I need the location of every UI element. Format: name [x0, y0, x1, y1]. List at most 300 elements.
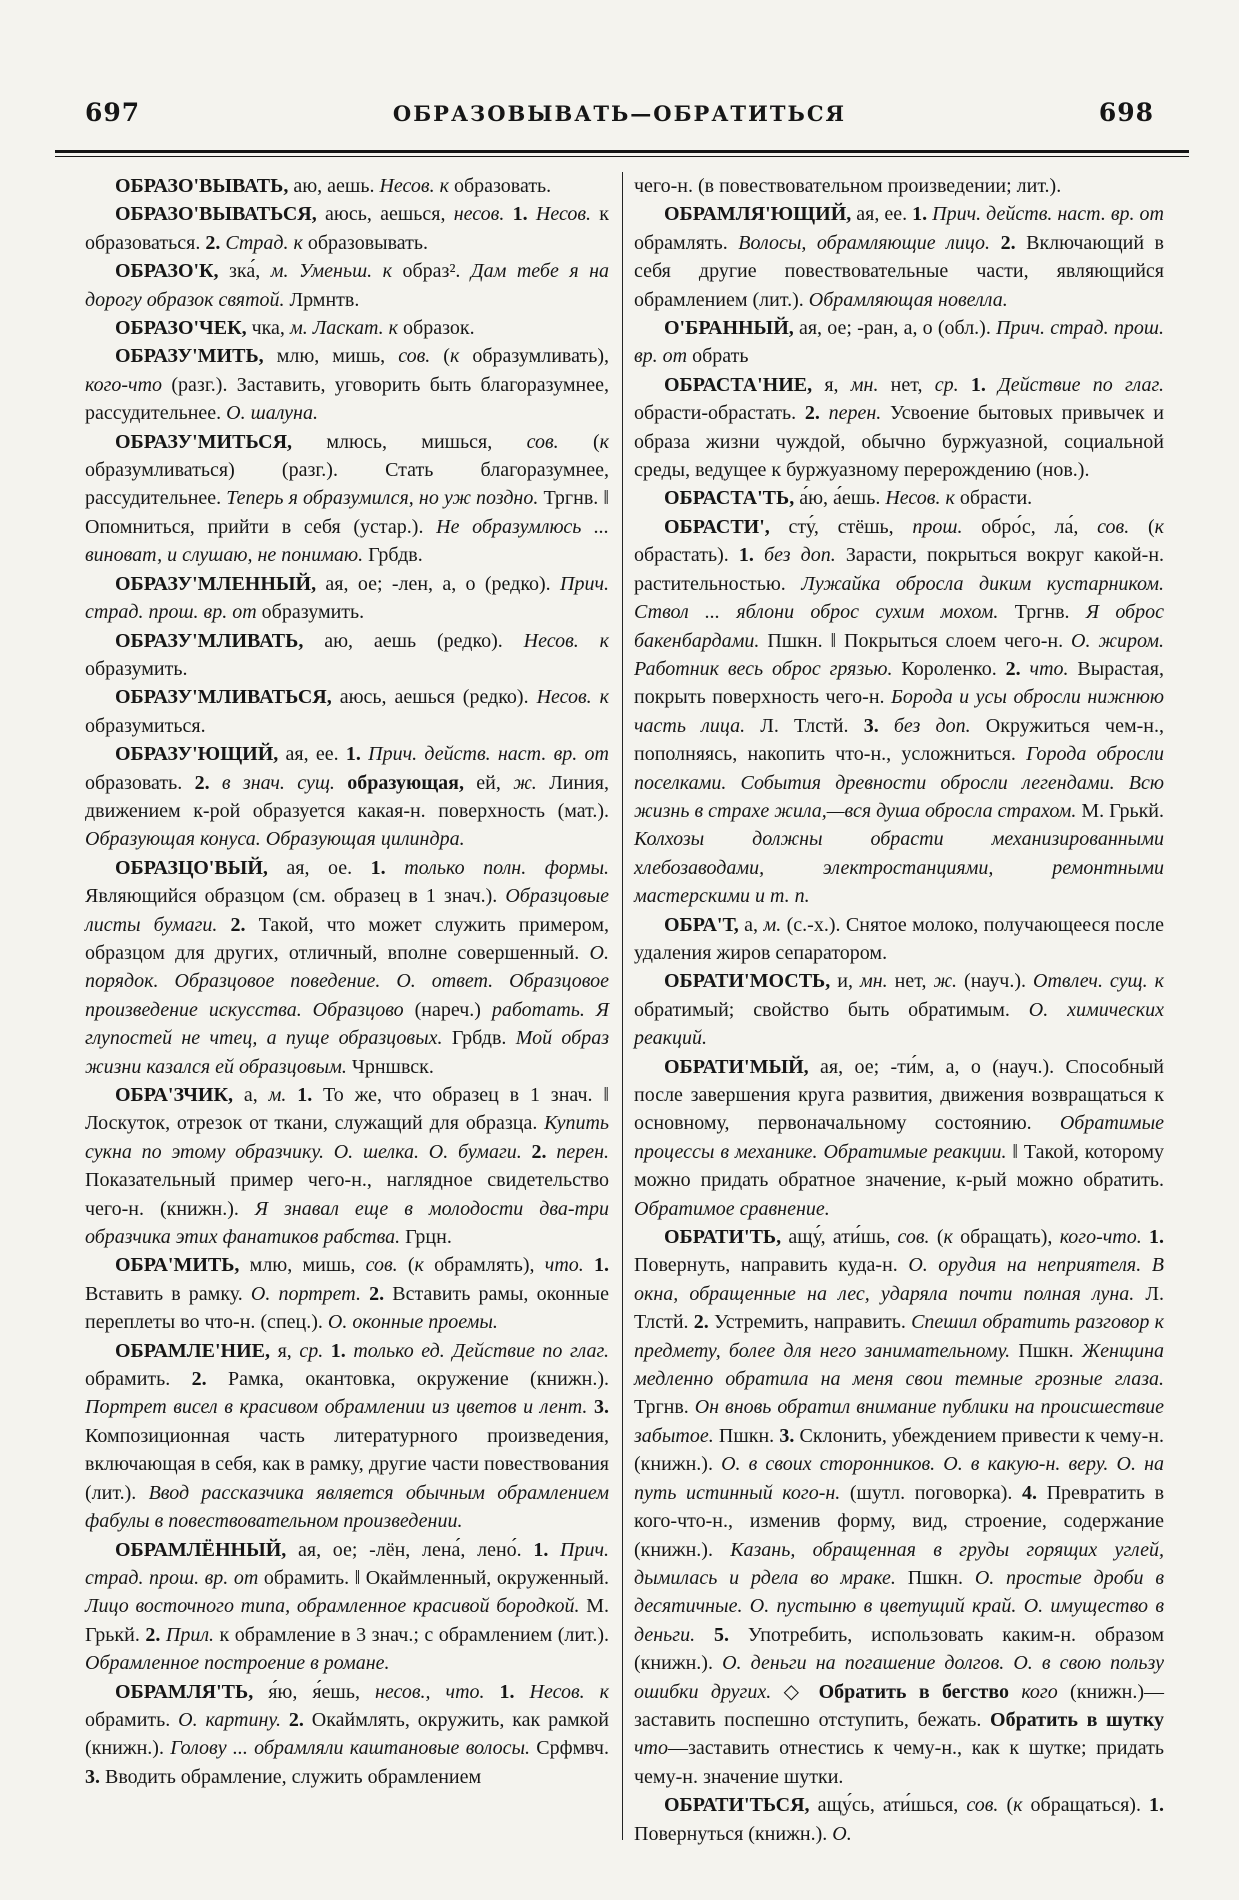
text-run: Окружиться чем-н., пополняясь, накопить что-н., усложниться. — [634, 714, 1165, 766]
text-run — [986, 374, 998, 396]
text-run: к — [1154, 515, 1164, 538]
text-run: сов. — [1097, 515, 1130, 538]
dictionary-entry — [85, 428, 609, 570]
headword: ОБРАЗУ'МИТЬ, — [115, 345, 264, 368]
text-run: 2. — [1005, 657, 1021, 680]
text-run: Образцовые листы бумаги. — [85, 885, 609, 936]
text-run: в знач. сущ. — [221, 771, 335, 794]
text-run: обрамлять), — [423, 1254, 545, 1277]
text-run: сов. — [398, 345, 431, 368]
text-run: я, — [812, 373, 851, 396]
text-run: 1. — [594, 1254, 609, 1277]
text-run: Обратимые процессы в механике. Обратимые реакции. — [634, 1112, 1164, 1163]
text-run: Склонить, убеждением привести к чему-н. (книжн.). — [634, 1424, 1164, 1476]
text-run: нет, — [878, 373, 935, 396]
headword: ОБРАЗУ'МЛИВАТЬСЯ, — [115, 686, 332, 709]
text-run: 3. — [85, 1765, 100, 1788]
text-run: ей, — [463, 771, 514, 794]
text-run: Повернуться (книжн.). — [634, 1822, 833, 1845]
text-run — [386, 857, 405, 879]
headword: ОБРАЗО'ЧЕК, — [115, 317, 247, 340]
text-run: без доп. — [764, 544, 836, 567]
text-run: м. — [763, 913, 782, 936]
text-run: аю, аешь. — [288, 175, 380, 197]
text-run: О. порядок. Образцовое поведение. О. ответ. Образцовое произведение искусства. Образцово — [85, 941, 609, 1021]
dictionary-entry — [634, 314, 1164, 371]
text-run: ая, ое. — [267, 856, 371, 879]
text-run: Купить сукна по этому образчику. О. шелка. О. бумаги. — [85, 1112, 609, 1163]
dictionary-entry — [85, 683, 609, 740]
text-run — [1081, 374, 1093, 396]
text-run: м. — [270, 260, 289, 283]
text-run: О. оконные проемы. — [327, 1311, 498, 1334]
page-number-left: 697 — [85, 98, 141, 127]
dictionary-entry — [634, 1053, 1164, 1223]
text-run: Устремить, направить. — [708, 1311, 912, 1334]
text-run — [485, 1681, 500, 1703]
headword: О'БРАННЫЙ, — [664, 317, 794, 340]
headword: ОБРАСТА'НИЕ, — [664, 373, 813, 396]
text-run: 2. — [288, 1708, 304, 1731]
text-run: 5. — [713, 1623, 729, 1646]
text-run: ая, ее. — [278, 743, 346, 766]
text-run — [210, 772, 222, 794]
text-run — [754, 544, 764, 566]
text-run: образумливаться) (разг.). Стать благоразумнее, рассудительнее. — [85, 459, 609, 510]
text-run: 1. — [297, 1084, 313, 1106]
text-run: О. — [832, 1822, 852, 1845]
text-run: к — [449, 345, 460, 368]
text-run: что. — [544, 1254, 584, 1277]
text-run: Не образумлюсь ... виноват, и слушаю, не понимаю. — [85, 515, 609, 567]
text-run: 1. — [1149, 1226, 1164, 1249]
text-run: Обрамленное построение в романе. — [85, 1652, 390, 1675]
dictionary-entry — [85, 172, 609, 200]
headword: ОБРА'МИТЬ, — [115, 1254, 240, 1277]
text-run: только полн. формы. — [404, 856, 610, 879]
headword: ОБРАТИ'ТЬСЯ, — [664, 1794, 810, 1817]
text-run: 2. — [191, 1368, 207, 1391]
running-header — [60, 98, 1179, 138]
text-run: То же, что образец в 1 знач. ‖ Лоскуток, отрезок от ткани, служащий для образца. — [85, 1084, 610, 1135]
text-run: (разг.). Заставить, уговорить быть благоразумнее, рассудительнее. — [85, 373, 609, 425]
text-run: 1. — [533, 1538, 549, 1561]
text-run: мн. — [859, 970, 888, 993]
text-run: обрамить. — [85, 1368, 192, 1391]
text-run: Употребить, использовать каким-н. образом (книжн.). — [634, 1623, 1165, 1675]
text-run: кого-что. — [1059, 1226, 1142, 1249]
dictionary-entry — [85, 1678, 609, 1792]
text-run: обро́с, ла́, — [962, 515, 1098, 538]
text-run: Женщина медленно обратила на меня свои темные грозные глаза. — [634, 1339, 1164, 1391]
text-run: ая, ое; -лен, а, о (редко). — [316, 572, 561, 595]
text-run — [515, 1681, 530, 1703]
text-run: аюсь, аешься (редко). — [331, 686, 537, 709]
text-run: Города обросли поселками. События древности обросли легендами. Всю жизнь в страхе жила,—вся душа обросла страхом. — [634, 743, 1164, 822]
text-run — [879, 715, 894, 737]
text-run: Он вновь обратил внимание публики на происшествие забытое. — [634, 1396, 1165, 1447]
text-run: 4. — [1021, 1481, 1037, 1504]
text-run: Несов. к — [885, 487, 955, 510]
text-run: к — [599, 430, 609, 453]
text-run: перен. — [828, 402, 882, 425]
text-run: Вырастая, покрыть поверхность чего-н. — [634, 657, 1165, 709]
headword: ОБРА'ЗЧИК, — [115, 1084, 233, 1106]
text-run: обрасти-обрастать. — [634, 402, 805, 425]
text-run: образумливать), — [459, 345, 609, 368]
text-run: Голову ... обрамляли каштановые волосы. — [170, 1737, 531, 1760]
text-run: 1. — [912, 203, 928, 226]
text-run: образок. — [398, 317, 475, 340]
text-run: кого — [1021, 1680, 1058, 1703]
text-run: Такой, что может служить примером, образцом для других, отличный, вполне совершенный. — [85, 913, 610, 964]
text-run: Тргнв. — [634, 1396, 695, 1419]
text-run: Композиционная часть литературного произведения, включающая в себя, как в рамку, другие части повествования (лит.). — [85, 1424, 609, 1504]
text-run: М. Грькй. — [1076, 799, 1164, 822]
text-run: (нареч.) — [403, 998, 492, 1021]
text-run: ( — [558, 430, 600, 453]
text-run: Л. Тлстй. — [634, 1282, 1164, 1334]
text-run: по глаг. — [1092, 373, 1164, 396]
text-run: О. картину. — [178, 1708, 282, 1731]
text-run: ср. — [934, 373, 959, 396]
dictionary-entry — [85, 1081, 609, 1251]
text-run: Тргнв. — [998, 601, 1086, 624]
text-run: Вставить в рамку. — [85, 1282, 251, 1305]
text-run — [1009, 1681, 1021, 1703]
text-run: Рамка, окантовка, окружение (книжн.). — [206, 1368, 609, 1391]
text-run — [1142, 1226, 1149, 1248]
text-run: ая, ое; -ран, а, о (обл.). — [793, 317, 997, 340]
text-run: Усвоение бытовых привычек и образа жизни чуждой, обычно буржуазной, социальной среды, ведущее к буржуазному перерождению (нов.). — [634, 402, 1165, 482]
text-run: Тргнв. ‖ Опомниться, прийти в себя (устар.). — [85, 487, 610, 538]
text-run: 2. — [369, 1282, 385, 1305]
text-run: Обратить в бегство — [818, 1680, 1009, 1703]
text-run: Страд. к — [225, 231, 303, 254]
running-head-title: ОБРАЗОВЫВАТЬ—ОБРАТИТЬСЯ — [392, 101, 847, 126]
dictionary-entry — [85, 200, 609, 257]
text-run: ср. — [299, 1339, 324, 1362]
text-run: Грцн. — [400, 1226, 452, 1249]
headword: ОБРАЗО'ВЫВАТЬ, — [115, 175, 289, 197]
text-run: Линия, движением к-рой образуется какая-н. поверхность (мат.). — [85, 771, 610, 822]
text-run: Являющийся образцом (см. образец в 1 знач.). — [85, 885, 506, 908]
text-run: перен. — [556, 1140, 609, 1163]
text-run: Несов. к — [523, 629, 609, 652]
dictionary-entry — [634, 371, 1164, 485]
text-run: Обрамляющая новелла. — [808, 288, 1008, 311]
text-run: (с.-х.). Снятое молоко, получающееся после удаления жиров сепаратором. — [634, 913, 1164, 964]
headword: ОБРАЗУ'МЛИВАТЬ, — [115, 629, 304, 652]
text-run: м. — [268, 1084, 287, 1106]
headword: ОБРАЗО'ВЫВАТЬСЯ, — [115, 203, 317, 226]
text-run: ( — [430, 345, 450, 368]
text-run: к — [943, 1226, 953, 1249]
headword: ОБРАСТА'ТЬ, — [664, 487, 795, 510]
text-run: 1. — [330, 1339, 346, 1362]
text-run — [820, 402, 829, 424]
text-run: Портрет висел в красивом обрамлении из цветов и лент. — [85, 1396, 588, 1419]
text-run: 2. — [205, 231, 221, 254]
text-run: 1. — [512, 203, 528, 226]
text-run: Отвлеч. сущ. к — [1033, 970, 1164, 993]
text-run: ( — [929, 1226, 944, 1249]
text-run — [1021, 658, 1030, 680]
text-run: Прич. страд. прош. вр. от — [634, 317, 1164, 368]
text-run: обрать — [687, 345, 749, 368]
text-run: Лужайка обросла диким кустарником. Ствол ... яблони оброс сухим мохом. — [634, 572, 1165, 624]
text-run: без доп. — [893, 714, 971, 737]
text-run: обрамлять. — [634, 231, 739, 254]
text-run — [323, 1340, 331, 1362]
text-run — [361, 1283, 369, 1305]
text-run: сту́, стёшь, — [769, 515, 913, 538]
text-run: О. простые дроби в десятичные. О. пустыню в цветущий край. О. имущество в деньги. — [634, 1566, 1164, 1646]
text-run: нет, — [887, 970, 934, 993]
text-run: 2. — [531, 1140, 547, 1163]
dictionary-entry — [85, 627, 609, 684]
text-run — [286, 1084, 297, 1106]
text-run: 2. — [1000, 231, 1016, 254]
text-run: О. химических реакций. — [634, 998, 1164, 1050]
text-run: Зарасти, покрыться вокруг какой-н. растительностью. — [634, 544, 1165, 595]
text-run: зка́, — [218, 260, 271, 283]
text-run: Обратить в шутку — [990, 1708, 1164, 1731]
text-run: обрастать). — [634, 544, 739, 567]
text-run: Короленко. — [892, 657, 1006, 680]
text-run: образ². — [392, 260, 471, 283]
dictionary-entry — [634, 911, 1164, 968]
text-run: Спешил обратить разговор к предмету, более для него занимательному. — [634, 1311, 1164, 1362]
text-run: 1. — [499, 1680, 515, 1703]
text-run: к обрамление в 3 знач.; с обрамлением (лит.). — [214, 1623, 610, 1646]
text-run: к — [414, 1254, 424, 1277]
text-run: ‖ Такой, которому можно придать обратное значение, к-рый можно обратить. — [634, 1140, 1164, 1192]
column-left — [85, 172, 609, 1840]
text-run: Чрншвск. — [346, 1055, 434, 1078]
text-run — [584, 1254, 594, 1276]
text-run: ая, ое; -лён, лена́, лено́. — [286, 1538, 534, 1561]
text-run: О. орудия на неприятеля. В окна, обращенные на лес, ударяла почти полная луна. — [634, 1254, 1164, 1305]
text-run: я́ю, я́ешь, — [253, 1680, 375, 1703]
text-run: О. шалуна. — [226, 402, 318, 425]
text-run: образующая, — [347, 771, 464, 794]
text-run: Колхозы должны обрасти механизированными хлебозаводами, электростанциями, ремонтными мастерскими и т. п. — [634, 828, 1164, 908]
text-run: 1. — [738, 544, 754, 567]
headword: ОБРАЗО'К, — [115, 260, 219, 283]
text-run: Прич. действ. наст. вр. от — [932, 203, 1164, 226]
text-run: 3. — [594, 1396, 610, 1419]
text-run: ( — [397, 1254, 415, 1277]
headword: ОБРАМЛЯ'ТЬ, — [115, 1680, 254, 1703]
headword: ОБРАЗУ'МЛЕННЫЙ, — [115, 572, 317, 595]
text-run: М. Грькй. — [85, 1595, 609, 1646]
headword: ОБРАЗУ'МИТЬСЯ, — [115, 430, 293, 453]
text-run: Образующая конуса. Образующая цилиндра. — [85, 828, 465, 851]
text-run: чего-н. (в повествовательном произведении; лит.). — [634, 175, 1062, 197]
text-run: Пшкн. — [713, 1424, 780, 1447]
text-run: образумиться. — [85, 714, 206, 737]
text-run: О. жиром. Работник весь оброс грязью. — [634, 629, 1164, 680]
page-number-right: 698 — [1098, 98, 1154, 127]
text-run: млю, мишь, — [239, 1254, 366, 1277]
text-run: Лицо восточного типа, обрамленное красивой бородкой. — [85, 1595, 580, 1618]
dictionary-entry — [634, 1223, 1164, 1791]
text-run: сов. — [966, 1794, 999, 1817]
text-run: Грбдв. — [442, 1027, 516, 1050]
entry-continuation-paragraph — [634, 172, 1164, 200]
text-run: млю, мишь, — [263, 345, 399, 368]
text-run: Превратить в кого-что-н., изменив форму, вид, строение, содержание (книжн.). — [634, 1481, 1165, 1561]
text-run: ( — [998, 1794, 1014, 1817]
text-run: Прил. — [165, 1623, 215, 1646]
text-run: аю, аешь (редко). — [303, 629, 524, 652]
text-run: а, — [232, 1084, 269, 1106]
text-run: несов., что. — [374, 1680, 485, 1703]
text-run: ащу́, ати́шь, — [781, 1226, 898, 1249]
text-run: Пшкн. — [1010, 1339, 1082, 1362]
text-run: ащу́сь, ати́шься, — [809, 1794, 967, 1817]
text-run: Уменьш. к — [298, 260, 393, 283]
text-run: Пшкн. ‖ Покрыться слоем чего-н. — [759, 629, 1072, 652]
text-run: работать. Я глупостей не чтец, а пуще образцовых. — [85, 998, 609, 1050]
text-run: образумить. — [256, 601, 365, 624]
dictionary-entry — [85, 1536, 609, 1678]
text-run: сов. — [365, 1254, 398, 1277]
text-run: ( — [1129, 515, 1155, 538]
text-run: я, — [270, 1339, 300, 1362]
headword: ОБРАЗЦО'ВЫЙ, — [115, 856, 268, 879]
text-run: Лрмнтв. — [284, 288, 360, 311]
text-run — [548, 1539, 560, 1561]
column-right — [634, 172, 1165, 1845]
dictionary-entry — [85, 257, 609, 314]
text-run — [335, 772, 347, 794]
text-run: кого-что — [85, 373, 163, 396]
text-run — [288, 260, 298, 282]
text-run: ж. — [933, 970, 958, 993]
text-run: аюсь, аешься, — [316, 203, 454, 226]
text-run: Вводить обрамление, служить обрамлением — [100, 1765, 482, 1788]
text-run: только ед. Действие по глаг. — [353, 1339, 609, 1362]
text-run — [522, 1141, 532, 1163]
text-run: Я знавал еще в молодости два-три образчика этих фанатиков рабства. — [85, 1197, 610, 1249]
dictionary-entry — [85, 314, 609, 342]
text-run — [547, 1141, 557, 1163]
text-run: обращать), — [952, 1226, 1060, 1249]
text-run: Пшкн. — [895, 1566, 975, 1589]
text-run: Мой образ жизни казался ей образцовым. — [85, 1027, 609, 1078]
headword: ОБРАТИ'МЫЙ, — [664, 1055, 809, 1078]
text-run: Несов. к — [379, 175, 449, 197]
text-run: и, — [830, 970, 860, 993]
text-run: О. в своих сторонников. О. в какую-н. веру. О. на путь истинный кого-н. — [634, 1453, 1164, 1504]
dictionary-entry — [85, 1251, 609, 1336]
text-run: Прич. страд. прош. вр. от — [85, 1538, 610, 1589]
text-run: 3. — [779, 1424, 795, 1447]
headword: ОБРАЗУ'ЮЩИЙ, — [115, 743, 279, 766]
headword: ОБРАТИ'ТЬ, — [664, 1226, 782, 1249]
text-run: Борода и усы обросли нижнюю часть лица. — [634, 686, 1164, 737]
text-run: что — [634, 1737, 668, 1760]
text-run: 1. — [1148, 1794, 1164, 1817]
text-run: Л. Тлстй. — [745, 714, 864, 737]
text-run: а́ю, а́ешь. — [794, 487, 886, 510]
text-run: Включающий в себя другие повествовательные части, являющийся обрамлением (лит.). — [634, 231, 1164, 311]
text-run: к образоваться. — [85, 203, 610, 254]
text-run: чка, — [246, 317, 290, 340]
headword: ОБРАМЛЕ'НИЕ, — [115, 1339, 271, 1362]
text-run: Ласкат. к — [312, 317, 399, 340]
headword: ОБРАСТИ', — [664, 515, 770, 538]
text-run: м. — [289, 317, 308, 340]
text-run: ◇ — [771, 1680, 819, 1703]
text-run: Ввод рассказчика является обычным обрамлением фабулы в повествовательном произведении. — [85, 1481, 609, 1533]
text-run: (шутл. поговорка). — [840, 1481, 1022, 1504]
dictionary-entry — [85, 342, 609, 427]
text-run: ж. — [513, 771, 537, 794]
text-run: Грбдв. — [363, 544, 423, 567]
text-run: обрамить. — [85, 1708, 179, 1731]
text-columns — [85, 172, 1169, 1845]
text-run — [528, 203, 536, 225]
header-rule — [55, 150, 1189, 157]
text-run: Несов. к — [529, 1680, 609, 1703]
text-run: О. деньги на погашение долгов. О. в свою пользу ошибки других. — [634, 1652, 1165, 1703]
text-run: несов. — [453, 203, 505, 226]
text-run: ая, ее. — [851, 203, 913, 226]
text-run: к — [1013, 1794, 1023, 1817]
text-run: Несов. к — [536, 686, 609, 709]
text-run: прош. — [912, 515, 963, 538]
text-run: 1. — [370, 856, 386, 879]
dictionary-entry — [85, 854, 609, 1081]
text-run: Казань, обращенная в груды горящих углей, дымилась и рдела во мраке. — [634, 1538, 1164, 1589]
text-run: обрасти. — [954, 487, 1033, 510]
dictionary-entry — [85, 1337, 609, 1536]
text-run: мн. — [850, 373, 879, 396]
text-run: 2. — [693, 1311, 709, 1334]
text-run: а, — [738, 913, 764, 936]
text-run: млюсь, мишься, — [292, 430, 527, 453]
text-run: Срфмвч. — [530, 1737, 609, 1760]
text-run: образовывать. — [302, 231, 428, 254]
dictionary-entry — [634, 967, 1164, 1052]
dictionary-entry — [634, 200, 1164, 314]
dictionary-entry — [634, 513, 1164, 911]
text-run: что. — [1029, 657, 1069, 680]
text-run: 1. — [345, 743, 361, 766]
text-run: 3. — [863, 714, 879, 737]
text-run: Несов. — [535, 203, 592, 226]
text-run: обратимый; свойство быть обратимым. — [634, 998, 1029, 1021]
text-run: Теперь я образумился, но уж поздно. — [226, 487, 539, 510]
text-run: Прич. страд. прош. вр. от — [85, 572, 609, 624]
text-run: сов. — [526, 430, 559, 453]
dictionary-entry — [85, 740, 609, 854]
text-run: образумить. — [85, 657, 188, 680]
text-run: 2. — [194, 771, 210, 794]
text-run — [695, 1624, 714, 1646]
text-run: Окаймлять, окружить, как рамкой (книжн.). — [85, 1708, 610, 1760]
dictionary-entry — [634, 1791, 1164, 1848]
text-run — [990, 232, 1001, 254]
dictionary-entry — [85, 570, 609, 627]
text-run — [217, 914, 230, 936]
text-run: Я оброс бакенбардами. — [634, 601, 1164, 652]
text-run: образовать. — [85, 771, 195, 794]
text-run: обращаться). — [1022, 1794, 1149, 1817]
